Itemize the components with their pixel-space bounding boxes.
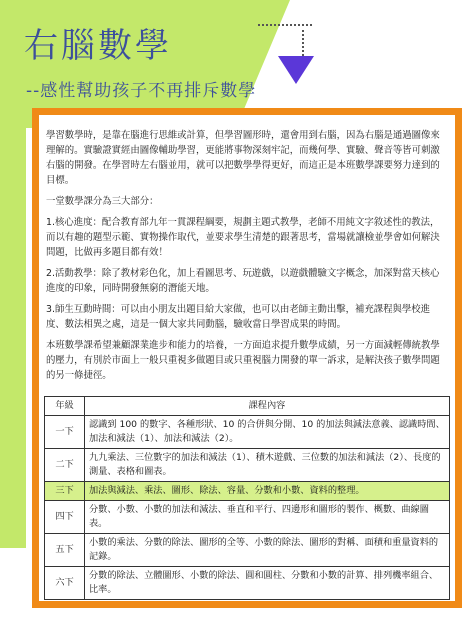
paragraph-activity-teaching: 2.活動教學：除了教材彩色化，加上看圖思考、玩遊戲，以遊戲體驗文字概念，加深對當天核心進度的印象，同時開發無窮的潛能天地。 [46, 268, 440, 294]
curriculum-table [44, 396, 450, 600]
paragraph-conclusion: 本班數學課希望兼顧課業進步和能力的培養，一方面追求提升數學成績，另一方面減輕傳統教學的壓力，有別於市面上一般只重視多做題目或只重視腦力開發的單一訴求，是解決孩子數學問題的另一條捷徑。 [46, 340, 440, 381]
paragraph-core-progress: 1.核心進度：配合教育部九年一貫課程綱要，規劃主題式教學，老師不用純文字敘述性的教法，而以有趣的題型示範、實物操作取代，並要求學生清楚的跟著思考，當場就讓檢並學會如何解決問題，比做再多題目都有效！ [46, 217, 440, 258]
table-row [45, 534, 450, 567]
content-area [40, 116, 454, 600]
content-cell: 加法與減法、乘法、圖形、除法、容量、分數和小數、資料的整理。 [85, 482, 450, 501]
content-cell: 分數、小數、小數的加法和減法、垂直和平行、四邊形和圖形的製作、概數、曲線圖表。 [85, 501, 450, 534]
grade-cell: 一下 [45, 416, 85, 449]
grade-cell: 六下 [45, 567, 85, 600]
green-side-strip [0, 128, 26, 548]
header-grade: 年級 [45, 397, 85, 416]
content-cell: 九九乘法、三位數字的加法和減法（1）、積木遊戲、三位數的加法和減法（2）、長度的測量、表格和圖表。 [85, 449, 450, 482]
paragraph-intro: 學習數學時，是靠在腦進行思維或計算，但學習圖形時，還會用到右腦，因為右腦是通過圖像來理解的。實驗證實經由圖像輔助學習，更能將事物深刻牢記，而幾何學、實驗、聲音等皆可刺激右腦的開發。在學習時左右腦並用，就可以把數學學得更好，而這正是本班數學課要努力達到的目標。 [46, 130, 440, 186]
grade-cell: 五下 [45, 534, 85, 567]
grade-cell: 三下 [45, 482, 85, 501]
page-title: 右腦數學 [24, 26, 172, 66]
paragraph-interaction-time: 3.師生互動時間：可以由小朋友出題目給大家做，也可以由老師主動出擊，補充課程與學校進度、數法相異之處，這是一個大家共同動腦，驗收當日學習成果的時間。 [46, 304, 430, 330]
table-row [45, 501, 450, 534]
table-header-row [45, 397, 450, 416]
content-cell: 小數的乘法、分數的除法、圖形的全等、小數的除法、圖形的對稱、面積和重量資料的記錄。 [85, 534, 450, 567]
grade-cell: 二下 [45, 449, 85, 482]
table-row [45, 449, 450, 482]
dotted-line-horizontal [258, 24, 312, 26]
page-subtitle: --感性幫助孩子不再排斥數學 [26, 81, 257, 101]
intro-text [46, 128, 448, 389]
table-row [45, 416, 450, 449]
paragraph-parts-heading: 一堂數學課分為三大部分： [46, 196, 159, 207]
table-row-highlighted [45, 482, 450, 501]
down-triangle-icon [278, 56, 314, 84]
header-content: 課程內容 [85, 397, 450, 416]
content-cell: 認識到 100 的數字、各種形狀、10 的合併與分開、10 的加法與減法意義、認識時間、加法和減法（1）、加法和減法（2）。 [85, 416, 450, 449]
dotted-line-vertical [302, 30, 304, 56]
content-cell: 分數的除法、立體圖形、小數的除法、圓和圓柱、分數和小數的計算、排列機率組合、比率。 [85, 567, 450, 600]
table-row [45, 567, 450, 600]
grade-cell: 四下 [45, 501, 85, 534]
